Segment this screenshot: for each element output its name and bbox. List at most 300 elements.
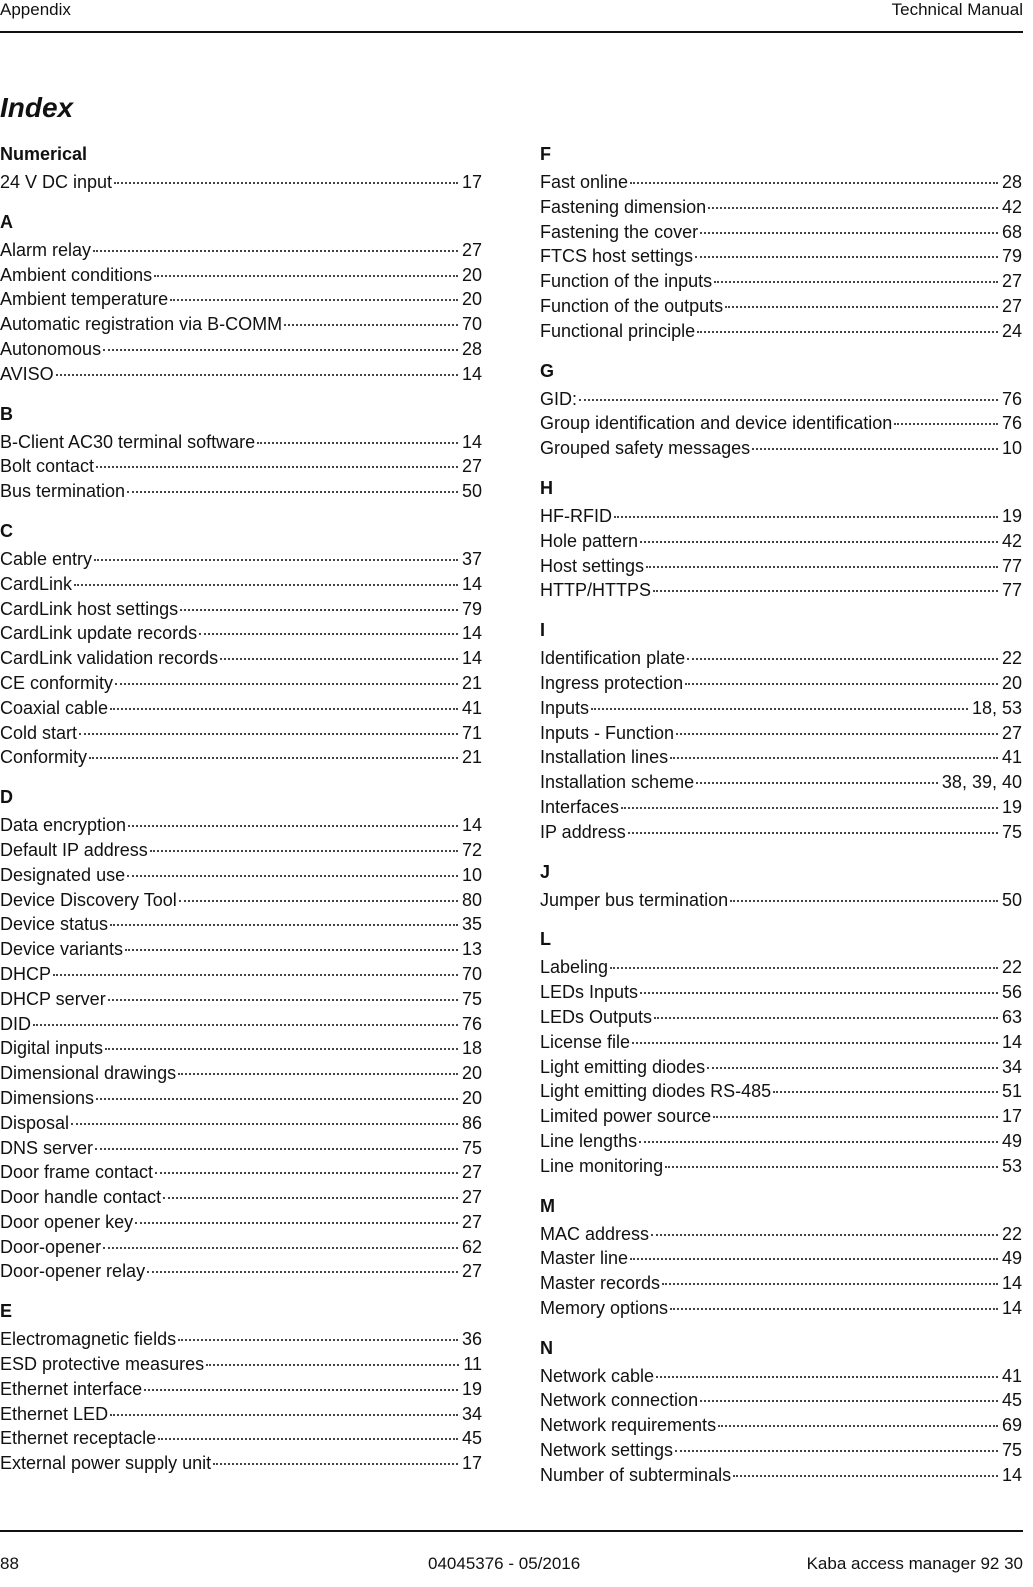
index-entry-page: 35 bbox=[461, 914, 482, 935]
index-entry-page: 14 bbox=[1001, 1031, 1022, 1052]
index-entry bbox=[0, 1451, 482, 1476]
index-section-heading: A bbox=[0, 211, 13, 232]
index-entry bbox=[0, 962, 482, 987]
index-entry-term: Ingress protection bbox=[540, 672, 684, 693]
dot-leader bbox=[178, 1339, 458, 1341]
dot-leader bbox=[640, 992, 998, 994]
index-entry bbox=[0, 1259, 482, 1284]
index-entry bbox=[0, 671, 482, 696]
index-entry-term: MAC address bbox=[540, 1223, 650, 1244]
dot-leader bbox=[147, 1271, 458, 1273]
index-entry-page: 42 bbox=[1001, 530, 1022, 551]
index-section-heading: D bbox=[0, 787, 13, 808]
index-entry bbox=[0, 1352, 482, 1377]
index-entry-page: 45 bbox=[461, 1428, 482, 1449]
index-entry-page: 79 bbox=[461, 598, 482, 619]
dot-leader bbox=[144, 1389, 458, 1391]
index-entry-page: 17 bbox=[461, 172, 482, 192]
index-entry-page: 42 bbox=[1001, 196, 1022, 217]
dot-leader bbox=[733, 1475, 998, 1477]
dot-leader bbox=[108, 999, 458, 1001]
dot-leader bbox=[630, 1258, 998, 1260]
dot-leader bbox=[53, 974, 458, 976]
dot-leader bbox=[96, 1098, 458, 1100]
dot-leader bbox=[93, 250, 458, 252]
index-entry-term: DID bbox=[0, 1013, 31, 1034]
index-entry-term: Light emitting diodes bbox=[540, 1056, 706, 1077]
page-title: Index bbox=[0, 92, 74, 123]
index-entry-page: 27 bbox=[1001, 271, 1022, 292]
dot-leader bbox=[651, 1234, 998, 1236]
index-section-heading: L bbox=[540, 929, 551, 950]
index-entry-term: Ambient conditions bbox=[0, 264, 153, 285]
index-entry-term: Number of subterminals bbox=[540, 1464, 732, 1485]
header-section-label: Appendix bbox=[0, 0, 71, 19]
dot-leader bbox=[150, 850, 458, 852]
dot-leader bbox=[105, 1048, 458, 1050]
index-entry-page: 27 bbox=[461, 1162, 482, 1183]
dot-leader bbox=[56, 374, 458, 376]
index-entry-term: LEDs Inputs bbox=[540, 982, 639, 1003]
index-entry bbox=[540, 1388, 1022, 1413]
dot-leader bbox=[220, 658, 458, 660]
index-entry bbox=[0, 312, 482, 337]
index-entry-term: Ambient temperature bbox=[0, 289, 169, 310]
dot-leader bbox=[640, 541, 998, 543]
index-entry-term: Default IP address bbox=[0, 839, 148, 860]
index-entry bbox=[540, 411, 1022, 436]
index-entry bbox=[540, 671, 1022, 696]
index-entry-term: Door-opener relay bbox=[0, 1261, 146, 1282]
index-entry bbox=[0, 1061, 482, 1086]
index-entry-term: Line monitoring bbox=[540, 1155, 664, 1176]
index-entry-term: Dimensional drawings bbox=[0, 1063, 177, 1084]
index-entry bbox=[0, 646, 482, 671]
dot-leader bbox=[700, 232, 998, 234]
index-entry-page: 69 bbox=[1001, 1415, 1022, 1436]
dot-leader bbox=[696, 782, 938, 784]
index-entry-page: 76 bbox=[1001, 413, 1022, 434]
index-entry-page: 49 bbox=[1001, 1130, 1022, 1151]
index-entry-term: Functional principle bbox=[540, 320, 696, 341]
dot-leader bbox=[718, 1425, 998, 1427]
index-entry-page: 14 bbox=[1001, 1297, 1022, 1318]
index-entry-term: IP address bbox=[540, 821, 626, 842]
index-entry-page: 14 bbox=[1001, 1464, 1022, 1485]
dot-leader bbox=[579, 399, 998, 401]
dot-leader bbox=[33, 1024, 458, 1026]
dot-leader bbox=[685, 683, 998, 685]
index-entry-page: 27 bbox=[461, 1187, 482, 1208]
index-entry-term: CardLink update records bbox=[0, 623, 198, 644]
index-entry bbox=[540, 1055, 1022, 1080]
index-entry bbox=[0, 745, 482, 770]
index-entry-page: 63 bbox=[1001, 1006, 1022, 1027]
index-entry-term: Network settings bbox=[540, 1440, 674, 1461]
dot-leader bbox=[74, 584, 458, 586]
index-column-right bbox=[540, 139, 1022, 1488]
index-entry bbox=[540, 578, 1022, 603]
index-section-heading: J bbox=[540, 861, 551, 882]
dot-leader bbox=[632, 1042, 998, 1044]
dot-leader bbox=[154, 275, 458, 277]
index-entry bbox=[540, 1364, 1022, 1389]
dot-leader bbox=[713, 1116, 998, 1118]
index-entry-term: Digital inputs bbox=[0, 1038, 104, 1059]
index-entry bbox=[0, 287, 482, 312]
index-entry-page: 71 bbox=[461, 722, 482, 743]
index-entry-page: 86 bbox=[461, 1112, 482, 1133]
index-entry-term: Bolt contact bbox=[0, 456, 95, 477]
index-entry bbox=[540, 195, 1022, 220]
index-entry-page: 14 bbox=[461, 648, 482, 669]
index-entry-page: 14 bbox=[461, 363, 482, 384]
index-entry-page: 21 bbox=[461, 672, 482, 693]
index-entry-term: Installation scheme bbox=[540, 772, 695, 793]
index-entry bbox=[0, 1327, 482, 1352]
index-entry bbox=[540, 820, 1022, 845]
index-entry-term: DNS server bbox=[0, 1137, 94, 1158]
index-entry-term: External power supply unit bbox=[0, 1453, 212, 1474]
index-entry bbox=[540, 955, 1022, 980]
index-entry-page: 49 bbox=[1001, 1248, 1022, 1269]
index-entry bbox=[0, 1185, 482, 1210]
index-section-heading: C bbox=[0, 520, 13, 541]
index-entry bbox=[0, 1012, 482, 1037]
dot-leader bbox=[708, 207, 998, 209]
index-entry-page: 27 bbox=[461, 239, 482, 260]
index-entry bbox=[540, 696, 1022, 721]
index-entry-page: 75 bbox=[461, 1137, 482, 1158]
index-entry bbox=[0, 1111, 482, 1136]
index-entry bbox=[0, 1402, 482, 1427]
index-entry bbox=[540, 745, 1022, 770]
index-entry-term: Network connection bbox=[540, 1390, 699, 1411]
dot-leader bbox=[670, 1308, 998, 1310]
dot-leader bbox=[687, 658, 998, 660]
index-entry-term: HTTP/HTTPS bbox=[540, 580, 651, 601]
index-entry bbox=[0, 813, 482, 838]
index-section-heading: Numerical bbox=[0, 144, 88, 164]
index-entry-term: Ethernet receptacle bbox=[0, 1428, 157, 1449]
index-entry-page: 14 bbox=[1001, 1273, 1022, 1294]
index-entry bbox=[0, 170, 482, 195]
index-entry bbox=[540, 1104, 1022, 1129]
index-entry-page: 27 bbox=[1001, 722, 1022, 743]
dot-leader bbox=[206, 1364, 459, 1366]
index-entry bbox=[0, 721, 482, 746]
index-entry bbox=[0, 863, 482, 888]
index-entry-term: Identification plate bbox=[540, 648, 686, 669]
index-entry-term: Grouped safety messages bbox=[540, 438, 751, 459]
index-entry-page: 22 bbox=[1001, 1223, 1022, 1244]
index-entry-page: 41 bbox=[1001, 1365, 1022, 1386]
dot-leader bbox=[646, 566, 998, 568]
index-entry bbox=[540, 1129, 1022, 1154]
index-entry bbox=[0, 1235, 482, 1260]
index-entry-term: Network requirements bbox=[540, 1415, 717, 1436]
index-entry-page: 11 bbox=[463, 1354, 482, 1375]
dot-leader bbox=[158, 1438, 458, 1440]
index-entry-page: 28 bbox=[461, 338, 482, 359]
index-entry bbox=[540, 888, 1022, 913]
index-entry-term: Fast online bbox=[540, 172, 629, 192]
index-entry-term: Host settings bbox=[540, 555, 645, 576]
document-id: 04045376 - 05/2016 bbox=[428, 1554, 581, 1573]
dot-leader bbox=[697, 331, 998, 333]
index-entry-term: FTCS host settings bbox=[540, 246, 694, 267]
index-entry bbox=[0, 238, 482, 263]
index-entry-page: 17 bbox=[1001, 1106, 1022, 1127]
index-entry bbox=[540, 1271, 1022, 1296]
index-entry bbox=[0, 888, 482, 913]
index-entry-page: 18 bbox=[461, 1038, 482, 1059]
index-entry-term: Door frame contact bbox=[0, 1162, 154, 1183]
index-entry-term: Inputs - Function bbox=[540, 722, 675, 743]
index-entry bbox=[0, 1210, 482, 1235]
index-entry-term: Installation lines bbox=[540, 747, 669, 768]
index-entry-page: 75 bbox=[1001, 821, 1022, 842]
index-entry bbox=[540, 770, 1022, 795]
index-entry-term: Network cable bbox=[540, 1365, 655, 1386]
index-entry bbox=[540, 529, 1022, 554]
index-section-heading: B bbox=[0, 403, 13, 424]
dot-leader bbox=[676, 733, 998, 735]
index-entry-term: Light emitting diodes RS-485 bbox=[540, 1081, 772, 1102]
dot-leader bbox=[621, 807, 998, 809]
index-entry-page: 77 bbox=[1001, 555, 1022, 576]
index-entry-page: 27 bbox=[461, 1211, 482, 1232]
index-entry bbox=[540, 504, 1022, 529]
index-entry bbox=[0, 1086, 482, 1111]
index-entry-page: 19 bbox=[1001, 505, 1022, 526]
dot-leader bbox=[639, 1141, 998, 1143]
index-entry-page: 28 bbox=[1001, 172, 1022, 192]
index-entry-term: CardLink host settings bbox=[0, 598, 179, 619]
index-entry-term: Device variants bbox=[0, 939, 124, 960]
dot-leader bbox=[628, 832, 998, 834]
index-entry-page: 13 bbox=[461, 939, 482, 960]
page-footer bbox=[0, 1530, 1023, 1587]
index-entry-page: 77 bbox=[1001, 580, 1022, 601]
index-entry-term: Master records bbox=[540, 1273, 661, 1294]
index-entry-page: 21 bbox=[461, 747, 482, 768]
index-section-heading: F bbox=[540, 144, 551, 164]
index-entry-term: Disposal bbox=[0, 1112, 70, 1133]
index-entry-term: Inputs bbox=[540, 697, 590, 718]
index-entry bbox=[540, 294, 1022, 319]
index-entry bbox=[0, 547, 482, 572]
index-entry-page: 70 bbox=[461, 314, 482, 335]
index-entry-term: Fastening dimension bbox=[540, 196, 707, 217]
index-section-heading: H bbox=[540, 477, 553, 498]
index-entry-page: 38, 39, 40 bbox=[941, 772, 1022, 793]
dot-leader bbox=[630, 182, 998, 184]
dot-leader bbox=[653, 590, 998, 592]
index-entry bbox=[0, 1426, 482, 1451]
index-entry-term: CardLink validation records bbox=[0, 648, 219, 669]
index-entry bbox=[540, 269, 1022, 294]
dot-leader bbox=[670, 757, 998, 759]
index-entry bbox=[0, 1036, 482, 1061]
dot-leader bbox=[127, 875, 458, 877]
dot-leader bbox=[614, 516, 998, 518]
index-entry-term: Automatic registration via B-COMM bbox=[0, 314, 283, 335]
index-entry-page: 80 bbox=[461, 889, 482, 910]
dot-leader bbox=[714, 281, 998, 283]
index-entry-term: Device status bbox=[0, 914, 109, 935]
index-entry-page: 10 bbox=[461, 864, 482, 885]
index-entry bbox=[0, 937, 482, 962]
index-entry-term: Conformity bbox=[0, 747, 88, 768]
index-entry-page: 45 bbox=[1001, 1390, 1022, 1411]
index-entry-term: Line lengths bbox=[540, 1130, 638, 1151]
index-entry bbox=[540, 980, 1022, 1005]
index-entry bbox=[540, 646, 1022, 671]
index-entry-page: 41 bbox=[1001, 747, 1022, 768]
index-entry-page: 50 bbox=[1001, 889, 1022, 910]
index-entry-term: Function of the outputs bbox=[540, 295, 724, 316]
index-entry bbox=[540, 1438, 1022, 1463]
index-entry bbox=[540, 244, 1022, 269]
index-entry-page: 50 bbox=[461, 481, 482, 502]
index-entry-page: 20 bbox=[461, 1087, 482, 1108]
index-entry-term: LEDs Outputs bbox=[540, 1006, 653, 1027]
dot-leader bbox=[707, 1067, 998, 1069]
index-entry bbox=[540, 1463, 1022, 1488]
index-section-heading: M bbox=[540, 1195, 555, 1216]
index-entry bbox=[0, 263, 482, 288]
index-entry-page: 79 bbox=[1001, 246, 1022, 267]
index-section-heading: G bbox=[540, 360, 555, 381]
index-entry-term: Autonomous bbox=[0, 338, 102, 359]
index-entry-term: Designated use bbox=[0, 864, 126, 885]
index-entry bbox=[0, 572, 482, 597]
index-entry-term: Coaxial cable bbox=[0, 697, 109, 718]
index-entry bbox=[540, 1246, 1022, 1271]
index-entry bbox=[540, 1413, 1022, 1438]
dot-leader bbox=[110, 1414, 458, 1416]
dot-leader bbox=[675, 1450, 998, 1452]
header-document-label: Technical Manual bbox=[891, 0, 1023, 19]
index-entry-page: 51 bbox=[1001, 1081, 1022, 1102]
index-entry-term: Device Discovery Tool bbox=[0, 889, 177, 910]
index-entry-term: Limited power source bbox=[540, 1106, 712, 1127]
index-entry-term: Group identification and device identification bbox=[540, 413, 893, 434]
dot-leader bbox=[284, 324, 458, 326]
index-entry-page: 34 bbox=[1001, 1056, 1022, 1077]
dot-leader bbox=[163, 1197, 458, 1199]
index-entry-page: 53 bbox=[1001, 1155, 1022, 1176]
index-entry bbox=[0, 1160, 482, 1185]
index-entry-term: B-Client AC30 terminal software bbox=[0, 431, 256, 452]
dot-leader bbox=[135, 1222, 458, 1224]
dot-leader bbox=[199, 633, 458, 635]
index-entry-term: HF-RFID bbox=[540, 505, 612, 526]
index-entry-page: 14 bbox=[461, 815, 482, 836]
dot-leader bbox=[103, 349, 458, 351]
dot-leader bbox=[700, 1400, 998, 1402]
index-entry-page: 68 bbox=[1001, 221, 1022, 242]
index-entry-page: 34 bbox=[461, 1403, 482, 1424]
index-entry-term: Function of the inputs bbox=[540, 271, 713, 292]
index-entry-term: License file bbox=[540, 1031, 631, 1052]
index-entry-term: DHCP bbox=[0, 963, 52, 984]
index-entry-term: GID: bbox=[540, 388, 578, 409]
index-entry-term: AVISO bbox=[0, 363, 54, 384]
index-entry bbox=[0, 430, 482, 455]
index-entry bbox=[0, 696, 482, 721]
index-entry-page: 14 bbox=[461, 431, 482, 452]
index-entry-page: 27 bbox=[1001, 295, 1022, 316]
index-entry-term: Door opener key bbox=[0, 1211, 134, 1232]
index-entry-term: Alarm relay bbox=[0, 239, 92, 260]
index-entry-page: 17 bbox=[461, 1453, 482, 1474]
index-section-heading: E bbox=[0, 1301, 13, 1322]
index-entry-page: 37 bbox=[461, 548, 482, 569]
index-entry bbox=[540, 220, 1022, 245]
dot-leader bbox=[114, 182, 458, 184]
index-entry bbox=[540, 1079, 1022, 1104]
index-entry bbox=[0, 838, 482, 863]
index-entry bbox=[540, 1005, 1022, 1030]
index-entry-term: Electromagnetic fields bbox=[0, 1329, 177, 1350]
index-entry-term: Interfaces bbox=[540, 796, 620, 817]
index-entry-page: 10 bbox=[1001, 438, 1022, 459]
dot-leader bbox=[96, 466, 458, 468]
index-entry-page: 56 bbox=[1001, 982, 1022, 1003]
dot-leader bbox=[79, 733, 458, 735]
index-entry bbox=[540, 1296, 1022, 1321]
index-entry-term: CardLink bbox=[0, 573, 73, 594]
index-section-heading: I bbox=[540, 620, 546, 641]
page-number: 88 bbox=[0, 1554, 19, 1573]
index-entry-page: 19 bbox=[1001, 796, 1022, 817]
index-entry-term: Hole pattern bbox=[540, 530, 639, 551]
index-entry bbox=[0, 479, 482, 504]
dot-leader bbox=[178, 1073, 458, 1075]
index-entry bbox=[540, 319, 1022, 344]
dot-leader bbox=[894, 423, 998, 425]
index-entry-page: 20 bbox=[461, 264, 482, 285]
index-section-heading: N bbox=[540, 1337, 553, 1358]
index-entry bbox=[540, 387, 1022, 412]
index-entry bbox=[540, 721, 1022, 746]
index-entry-page: 20 bbox=[1001, 672, 1022, 693]
dot-leader bbox=[610, 967, 998, 969]
index-entry bbox=[540, 554, 1022, 579]
index-entry-page: 36 bbox=[461, 1329, 482, 1350]
dot-leader bbox=[695, 256, 998, 258]
index-column-left bbox=[0, 139, 482, 1476]
index-entry bbox=[0, 362, 482, 387]
index-entry bbox=[0, 454, 482, 479]
dot-leader bbox=[155, 1172, 458, 1174]
index-entry-term: DHCP server bbox=[0, 988, 106, 1009]
index-entry-page: 70 bbox=[461, 963, 482, 984]
index-entry-term: Cable entry bbox=[0, 548, 93, 569]
dot-leader bbox=[213, 1463, 458, 1465]
index-entry bbox=[0, 1136, 482, 1161]
index-entry-page: 76 bbox=[1001, 388, 1022, 409]
index-entry-term: Door handle contact bbox=[0, 1187, 162, 1208]
index-entry-term: 24 V DC input bbox=[0, 172, 113, 192]
dot-leader bbox=[110, 708, 458, 710]
index-entry bbox=[0, 912, 482, 937]
index-entry-term: Data encryption bbox=[0, 815, 127, 836]
dot-leader bbox=[654, 1017, 998, 1019]
index-entry-term: Ethernet interface bbox=[0, 1378, 143, 1399]
